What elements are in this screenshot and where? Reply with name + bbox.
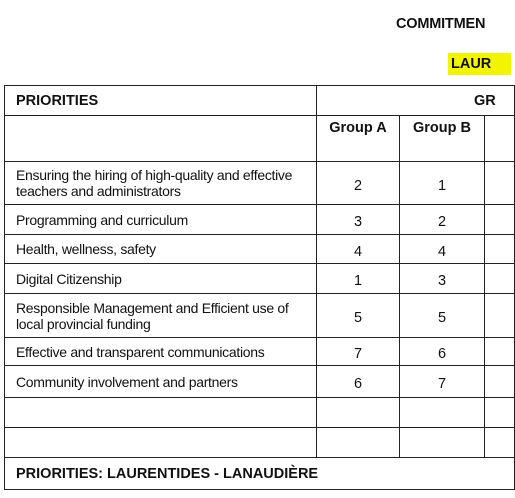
- priority-cell: Community involvement and partners: [5, 366, 317, 398]
- priority-cell: Ensuring the hiring of high-quality and effective teachers and administrators: [5, 162, 317, 205]
- empty-cell: [485, 162, 515, 205]
- group-a-value: 5: [317, 294, 400, 338]
- groups-header: GR: [317, 86, 515, 116]
- group-a-value: 3: [317, 205, 400, 235]
- priorities-region-footer: PRIORITIES: LAURENTIDES - LANAUDIÈRE: [5, 458, 515, 490]
- priority-cell: Digital Citizenship: [5, 264, 317, 294]
- table-row: [5, 294, 515, 338]
- empty-cell: [485, 294, 515, 338]
- group-a-value: 6: [317, 366, 400, 398]
- table-row: [5, 264, 515, 294]
- empty-cell: [400, 398, 485, 428]
- empty-cell: [485, 205, 515, 235]
- empty-cell: [400, 428, 485, 458]
- group-a-value: 1: [317, 264, 400, 294]
- group-a-value: 7: [317, 338, 400, 366]
- group-b-value: 7: [400, 366, 485, 398]
- table-row-empty: [5, 428, 515, 458]
- priority-cell: Programming and curriculum: [5, 205, 317, 235]
- table-footer-row: [5, 458, 515, 490]
- priority-cell: Effective and transparent communications: [5, 338, 317, 366]
- table-row: [5, 162, 515, 205]
- region-highlight: LAUR: [448, 53, 511, 75]
- empty-cell: [5, 428, 317, 458]
- table-header-row: [5, 86, 515, 116]
- group-b-header: Group B: [400, 116, 485, 162]
- empty-cell: [485, 116, 515, 162]
- group-b-value: 6: [400, 338, 485, 366]
- table-row: [5, 235, 515, 264]
- empty-cell: [317, 428, 400, 458]
- group-a-value: 4: [317, 235, 400, 264]
- group-b-value: 3: [400, 264, 485, 294]
- priority-cell: Responsible Management and Efficient use of local provincial funding: [5, 294, 317, 338]
- empty-cell: [5, 398, 317, 428]
- empty-cell: [485, 366, 515, 398]
- table-row: [5, 366, 515, 398]
- table-row-empty: [5, 398, 515, 428]
- empty-cell: [485, 338, 515, 366]
- group-a-header: Group A: [317, 116, 400, 162]
- priorities-table: [4, 85, 515, 490]
- group-b-value: 4: [400, 235, 485, 264]
- empty-cell: [485, 264, 515, 294]
- priority-cell: Health, wellness, safety: [5, 235, 317, 264]
- group-b-value: 5: [400, 294, 485, 338]
- group-a-value: 2: [317, 162, 400, 205]
- empty-cell: [5, 116, 317, 162]
- empty-cell: [485, 398, 515, 428]
- group-b-value: 1: [400, 162, 485, 205]
- empty-cell: [485, 428, 515, 458]
- group-columns-row: [5, 116, 515, 162]
- table-row: [5, 338, 515, 366]
- priorities-header: PRIORITIES: [5, 86, 317, 116]
- table-row: [5, 205, 515, 235]
- empty-cell: [485, 235, 515, 264]
- group-b-value: 2: [400, 205, 485, 235]
- empty-cell: [317, 398, 400, 428]
- document-title: COMMITMEN: [396, 16, 486, 32]
